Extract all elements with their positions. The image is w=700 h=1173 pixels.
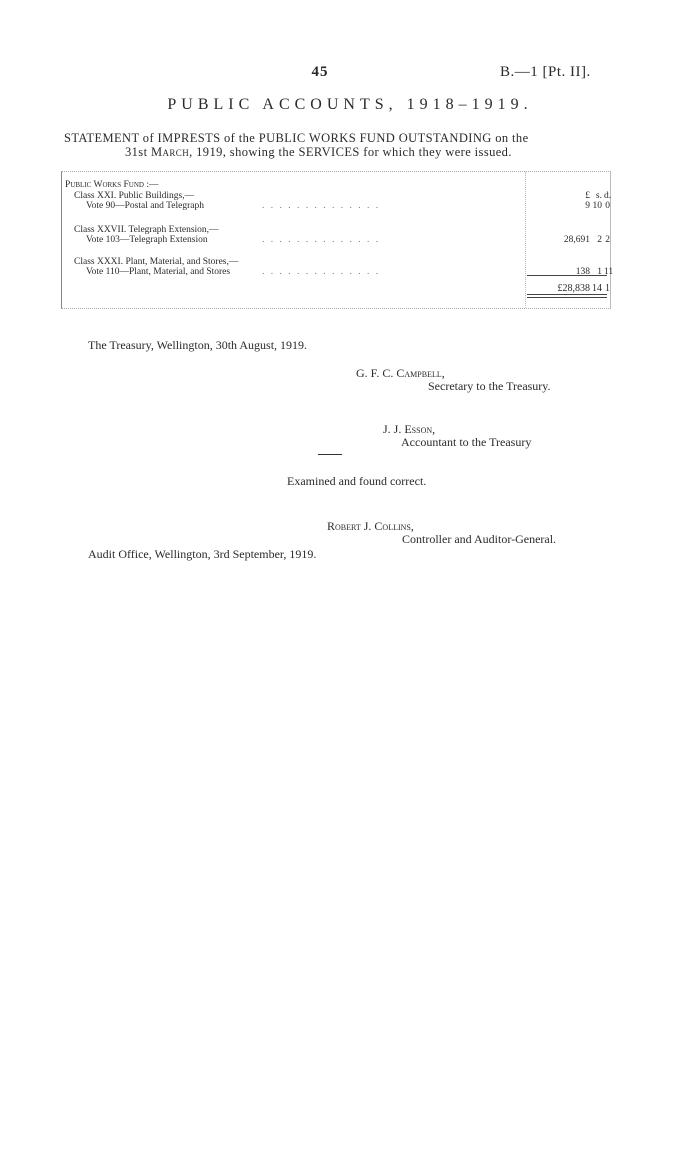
amount-pounds: 138 — [575, 267, 590, 277]
total-shillings: 14 — [592, 283, 602, 294]
class-label: Class XXI. Public Buildings,— — [74, 191, 195, 201]
vote-label: Vote 90—Postal and Telegraph — [86, 201, 204, 211]
examined-statement: Examined and found correct. — [287, 474, 427, 488]
vote-label: Vote 103—Telegraph Extension — [86, 235, 208, 245]
total-pounds: £28,838 — [557, 283, 590, 294]
pounds-header: £ — [585, 191, 590, 201]
shillings-header: s. — [595, 191, 602, 201]
amount-pounds: 28,691 — [563, 235, 590, 245]
amount-pence: 2 — [605, 235, 610, 245]
total-pence: 1 — [605, 283, 610, 294]
amount-pence: 11 — [604, 267, 614, 277]
statement-rest: 1919, showing the SERVICES for which they were issued. — [196, 145, 512, 159]
page-number: 45 — [311, 64, 329, 80]
accountant-name: J. J. Esson, — [383, 422, 436, 436]
dot-leader: . . . . . . . . . . . . . . — [262, 267, 381, 277]
fund-heading: Public Works Fund :— — [65, 180, 159, 190]
total-top-rule — [527, 275, 607, 276]
pence-header: d. — [604, 191, 612, 201]
auditor-name: Robert J. Collins, — [327, 519, 414, 533]
statement-month: March, — [150, 145, 193, 159]
auditor-title: Controller and Auditor-General. — [402, 532, 557, 546]
document-reference: B.—1 [Pt. II]. — [500, 64, 591, 80]
statement-title-line1: STATEMENT of IMPRESTS of the PUBLIC WORKS FUND OUTSTANDING on the — [64, 131, 529, 145]
vote-label: Vote 110—Plant, Material, and Stores — [86, 267, 231, 277]
dot-leader: . . . . . . . . . . . . . . — [262, 235, 381, 245]
imprests-table — [61, 171, 614, 309]
amount-shillings: 1 — [597, 267, 602, 277]
accountant-title: Accountant to the Treasury — [401, 435, 532, 449]
statement-date: 31st — [125, 145, 148, 159]
amount-pence: 0 — [605, 201, 610, 211]
total-double-rule — [527, 294, 607, 298]
amount-pounds: 9 — [585, 201, 590, 211]
separator-rule — [318, 454, 342, 455]
dot-leader: . . . . . . . . . . . . . . — [262, 201, 381, 211]
audit-place-date: Audit Office, Wellington, 3rd September, 1919. — [88, 547, 317, 561]
secretary-name: G. F. C. Campbell, — [356, 366, 445, 380]
running-title: PUBLIC ACCOUNTS, 1918–1919. — [167, 96, 533, 113]
statement-title-line2 — [125, 145, 605, 160]
amount-shillings: 2 — [597, 235, 602, 245]
class-label: Class XXVII. Telegraph Extension,— — [74, 225, 219, 235]
secretary-title: Secretary to the Treasury. — [428, 379, 551, 393]
amount-shillings: 10 — [592, 201, 602, 211]
treasury-place-date: The Treasury, Wellington, 30th August, 1919. — [88, 338, 308, 352]
class-label: Class XXXI. Plant, Material, and Stores,— — [74, 257, 239, 267]
